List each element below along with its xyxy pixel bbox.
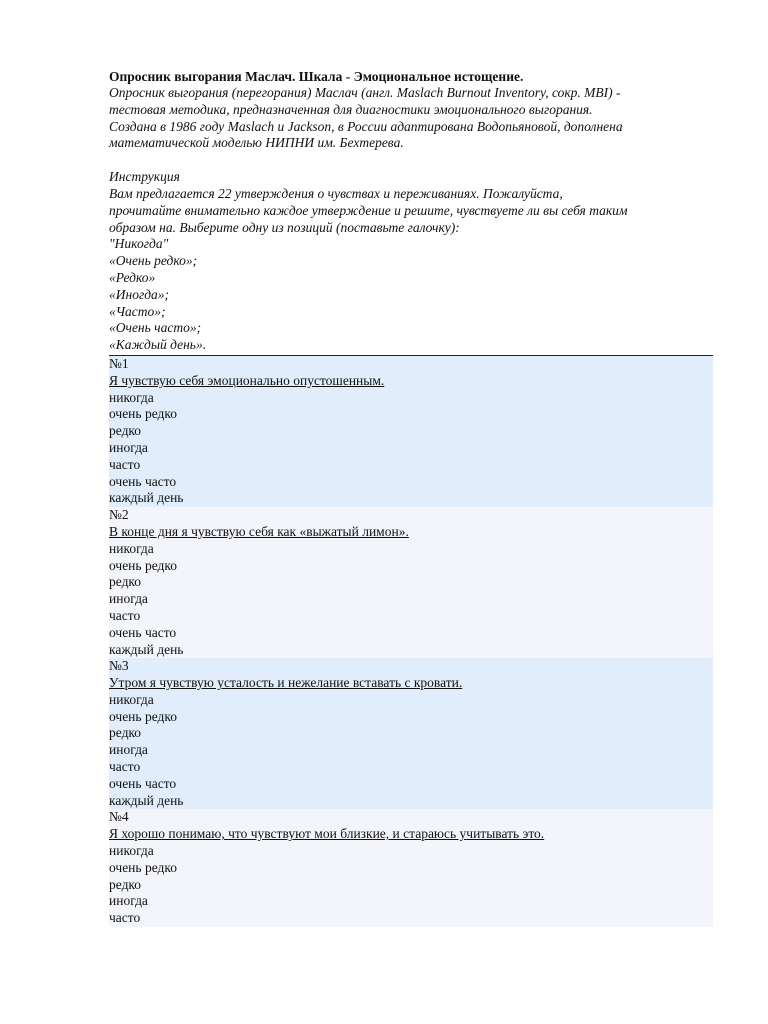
- instruction-option: «Очень часто»;: [109, 320, 202, 336]
- answer-option-every-day[interactable]: каждый день: [109, 641, 184, 657]
- answer-option-very-often[interactable]: очень часто: [109, 473, 177, 489]
- instruction-line: образом на. Выберите одну из позиций (поставьте галочку):: [109, 219, 460, 235]
- answer-option-never[interactable]: никогда: [109, 691, 154, 707]
- question-number: №3: [109, 658, 129, 674]
- answer-option-often[interactable]: часто: [109, 759, 141, 775]
- answer-option-rarely[interactable]: редко: [109, 725, 142, 741]
- answer-options: [109, 390, 713, 508]
- instruction-option: «Иногда»;: [109, 286, 170, 302]
- answer-option-very-rarely[interactable]: очень редко: [109, 406, 177, 422]
- instruction-line: Вам предлагается 22 утверждения о чувствах и переживаниях. Пожалуйста,: [109, 185, 563, 201]
- answer-option-very-rarely[interactable]: очень редко: [109, 557, 177, 573]
- answer-option-often[interactable]: часто: [109, 456, 141, 472]
- instruction-line: прочитайте внимательно каждое утверждение и решите, чувствуете ли вы себя таким: [109, 202, 628, 218]
- document-content: [109, 68, 713, 927]
- question-block-3: [109, 658, 713, 809]
- answer-option-often[interactable]: часто: [109, 910, 141, 926]
- answer-option-sometimes[interactable]: иногда: [109, 742, 148, 758]
- answer-option-rarely[interactable]: редко: [109, 876, 142, 892]
- answer-option-sometimes[interactable]: иногда: [109, 439, 148, 455]
- answer-options: [109, 692, 713, 810]
- intro-line: тестовая методика, предназначенная для диагностики эмоционального выгорания.: [109, 101, 593, 117]
- instruction-paragraph: [109, 186, 713, 236]
- question-text: Я хорошо понимаю, что чувствуют мои близкие, и стараюсь учитывать это.: [109, 826, 545, 842]
- instruction-option: «Часто»;: [109, 303, 166, 319]
- instruction-heading: Инструкция: [109, 169, 180, 185]
- instruction-option: «Редко»: [109, 269, 156, 285]
- answer-option-rarely[interactable]: редко: [109, 423, 142, 439]
- answer-option-rarely[interactable]: редко: [109, 574, 142, 590]
- answer-option-sometimes[interactable]: иногда: [109, 893, 148, 909]
- instruction-option: «Каждый день».: [109, 337, 207, 353]
- answer-option-never[interactable]: никогда: [109, 389, 154, 405]
- instruction-option: «Очень редко»;: [109, 253, 198, 269]
- intro-paragraph: [109, 85, 713, 152]
- intro-line: Опросник выгорания (перегорания) Маслач (англ. Maslach Burnout Inventory, сокр. MBI) -: [109, 85, 621, 100]
- question-block-4: [109, 809, 713, 927]
- answer-option-very-rarely[interactable]: очень редко: [109, 708, 177, 724]
- answer-option-very-often[interactable]: очень часто: [109, 624, 177, 640]
- answer-option-never[interactable]: никогда: [109, 843, 154, 859]
- instruction-options: [109, 236, 713, 354]
- question-number: №1: [109, 355, 129, 371]
- instruction-option: "Никогда": [109, 236, 169, 252]
- answer-option-never[interactable]: никогда: [109, 540, 154, 556]
- answer-option-often[interactable]: часто: [109, 607, 141, 623]
- question-number: №2: [109, 507, 129, 523]
- answer-option-sometimes[interactable]: иногда: [109, 591, 148, 607]
- answer-option-very-often[interactable]: очень часто: [109, 775, 177, 791]
- question-block-2: [109, 507, 713, 658]
- answer-options: [109, 843, 713, 927]
- question-text: Утром я чувствую усталость и нежелание вставать с кровати.: [109, 675, 463, 691]
- intro-line: математической моделью НИПНИ им. Бехтерева.: [109, 135, 404, 151]
- question-number: №4: [109, 809, 129, 825]
- answer-option-every-day[interactable]: каждый день: [109, 490, 184, 506]
- intro-line: Создана в 1986 году Maslach и Jackson, в России адаптирована Водопьяновой, дополнена: [109, 118, 623, 134]
- question-block-1: [109, 356, 713, 507]
- answer-option-very-rarely[interactable]: очень редко: [109, 859, 177, 875]
- answer-option-every-day[interactable]: каждый день: [109, 792, 184, 808]
- document-title: Опросник выгорания Маслач. Шкала - Эмоциональное истощение.: [109, 69, 524, 84]
- answer-options: [109, 541, 713, 659]
- question-text: Я чувствую себя эмоционально опустошенным.: [109, 372, 385, 388]
- question-text: В конце дня я чувствую себя как «выжатый лимон».: [109, 523, 409, 539]
